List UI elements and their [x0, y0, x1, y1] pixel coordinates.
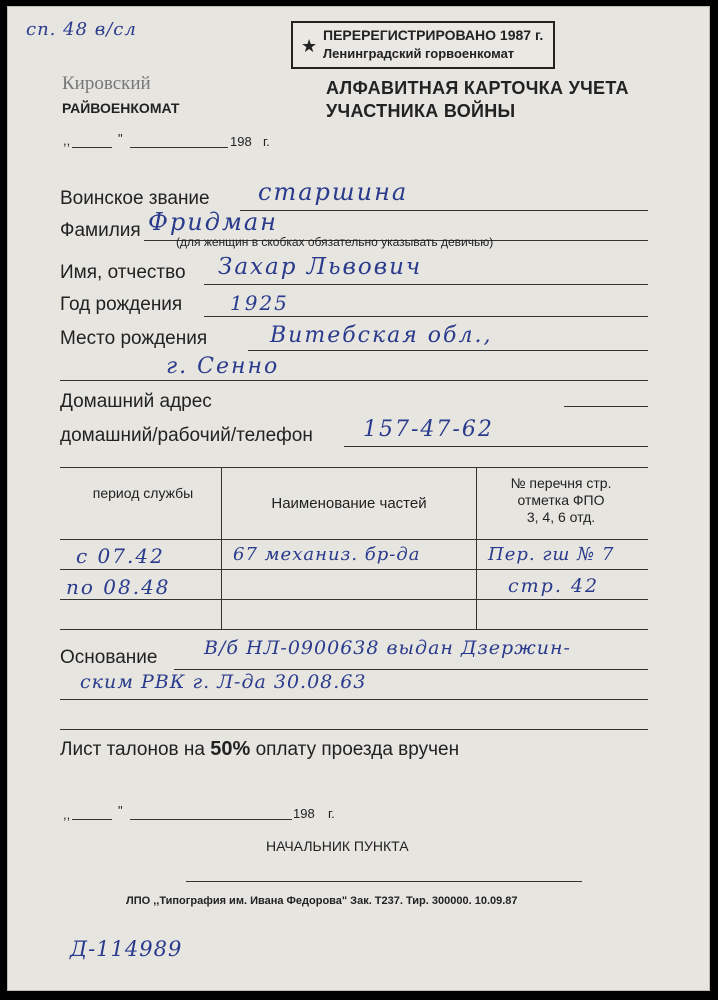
- basis-label: Основание: [60, 647, 158, 668]
- table-cell-period: с 07.42: [76, 544, 165, 568]
- card-title-line-1: АЛФАВИТНАЯ КАРТОЧКА УЧЕТА: [326, 78, 629, 98]
- tickets-statement: Лист талонов на 50% оплату проезда вручен: [60, 738, 460, 760]
- phone-label: домашний/рабочий/телефон: [60, 425, 313, 446]
- birth-year-value: 1925: [230, 291, 289, 315]
- stamp-line-2: Ленинградский горвоенкомат: [323, 46, 515, 61]
- list-header: № перечня стр. отметка ФПО 3, 4, 6 отд.: [510, 475, 612, 525]
- star-icon: ★: [301, 36, 318, 56]
- name-value: Захар Львович: [218, 254, 423, 280]
- name-label: Имя, отчество: [60, 262, 186, 283]
- birth-year-label: Год рождения: [60, 294, 183, 315]
- surname-hint: (для женщин в скобках обязательно указывать девичью): [176, 235, 494, 249]
- birthplace-value-1: Витебская обл.,: [270, 323, 493, 348]
- district-name: Кировский: [62, 73, 151, 94]
- birthplace-value-2: г. Сенно: [166, 354, 280, 379]
- table-cell-units: 67 механиз. бр-да: [233, 544, 421, 565]
- phone-value: 157-47-62: [363, 417, 494, 442]
- top-handwritten-note: сп. 48 в/сл: [26, 19, 137, 40]
- record-card: сп. 48 в/сл ★ ПЕРЕРЕГИСТРИРОВАНО 1987 г. Ленинградский горвоенкомат Кировский РАЙВОЕНКОМАТ АЛФАВИТНАЯ КАРТОЧКА УЧЕТА УЧАСТНИКА ВОЙНЫ ,, " 198 г. Воинское звание старшина Фамилия Фридман (для женщин в скобках обязательно указывать девичью) Имя, отчество Захар Львович Год рождения 1925 Место рождения Витебская обл., г. Сенно Домашний адрес домашний/рабочий/телефон 157-47-62 период службы Наименование частей № перечня стр. отметка ФПО 3, 4, 6 отд. с 07.42 67 механиз. бр-да Пер. гш № 7 по 08.48 стр. 42 Основание В/б НЛ-0900638 выдан Дзержин- ским РВК г. Л-да 30.08.63 Лист талонов на 50% оплату проезда вручен ,, " 198 г. НАЧАЛЬНИК ПУНКТА ЛПО ,,Типография им. Ивана Федорова" Зак. Т237. Тир. 300000. 10.09.87 Д-114989: [7, 6, 710, 991]
- surname-label: Фамилия: [60, 220, 141, 241]
- rank-label: Воинское звание: [60, 188, 210, 209]
- units-header: Наименование частей: [271, 495, 427, 512]
- surname-value: Фридман: [148, 208, 278, 236]
- table-cell-list: стр. 42: [508, 575, 600, 597]
- period-header: период службы: [92, 485, 194, 501]
- table-cell-list: Пер. гш № 7: [488, 544, 615, 565]
- basis-value-1: В/б НЛ-0900638 выдан Дзержин-: [204, 637, 571, 659]
- bottom-handwritten-number: Д-114989: [70, 937, 183, 961]
- birthplace-label: Место рождения: [60, 328, 208, 349]
- table-cell-period: по 08.48: [66, 575, 171, 599]
- basis-value-2: ским РВК г. Л-да 30.08.63: [80, 671, 367, 693]
- address-label: Домашний адрес: [60, 391, 212, 412]
- office-name: РАЙВОЕНКОМАТ: [62, 100, 180, 116]
- stamp-line-1: ПЕРЕРЕГИСТРИРОВАНО 1987 г.: [323, 27, 544, 43]
- rank-value: старшина: [258, 178, 409, 206]
- chief-title: НАЧАЛЬНИК ПУНКТА: [266, 838, 409, 854]
- printer-info: ЛПО ,,Типография им. Ивана Федорова" Зак. Т237. Тир. 300000. 10.09.87: [126, 895, 518, 907]
- reregistration-stamp: [291, 21, 555, 69]
- card-title-line-2: УЧАСТНИКА ВОЙНЫ: [326, 101, 516, 121]
